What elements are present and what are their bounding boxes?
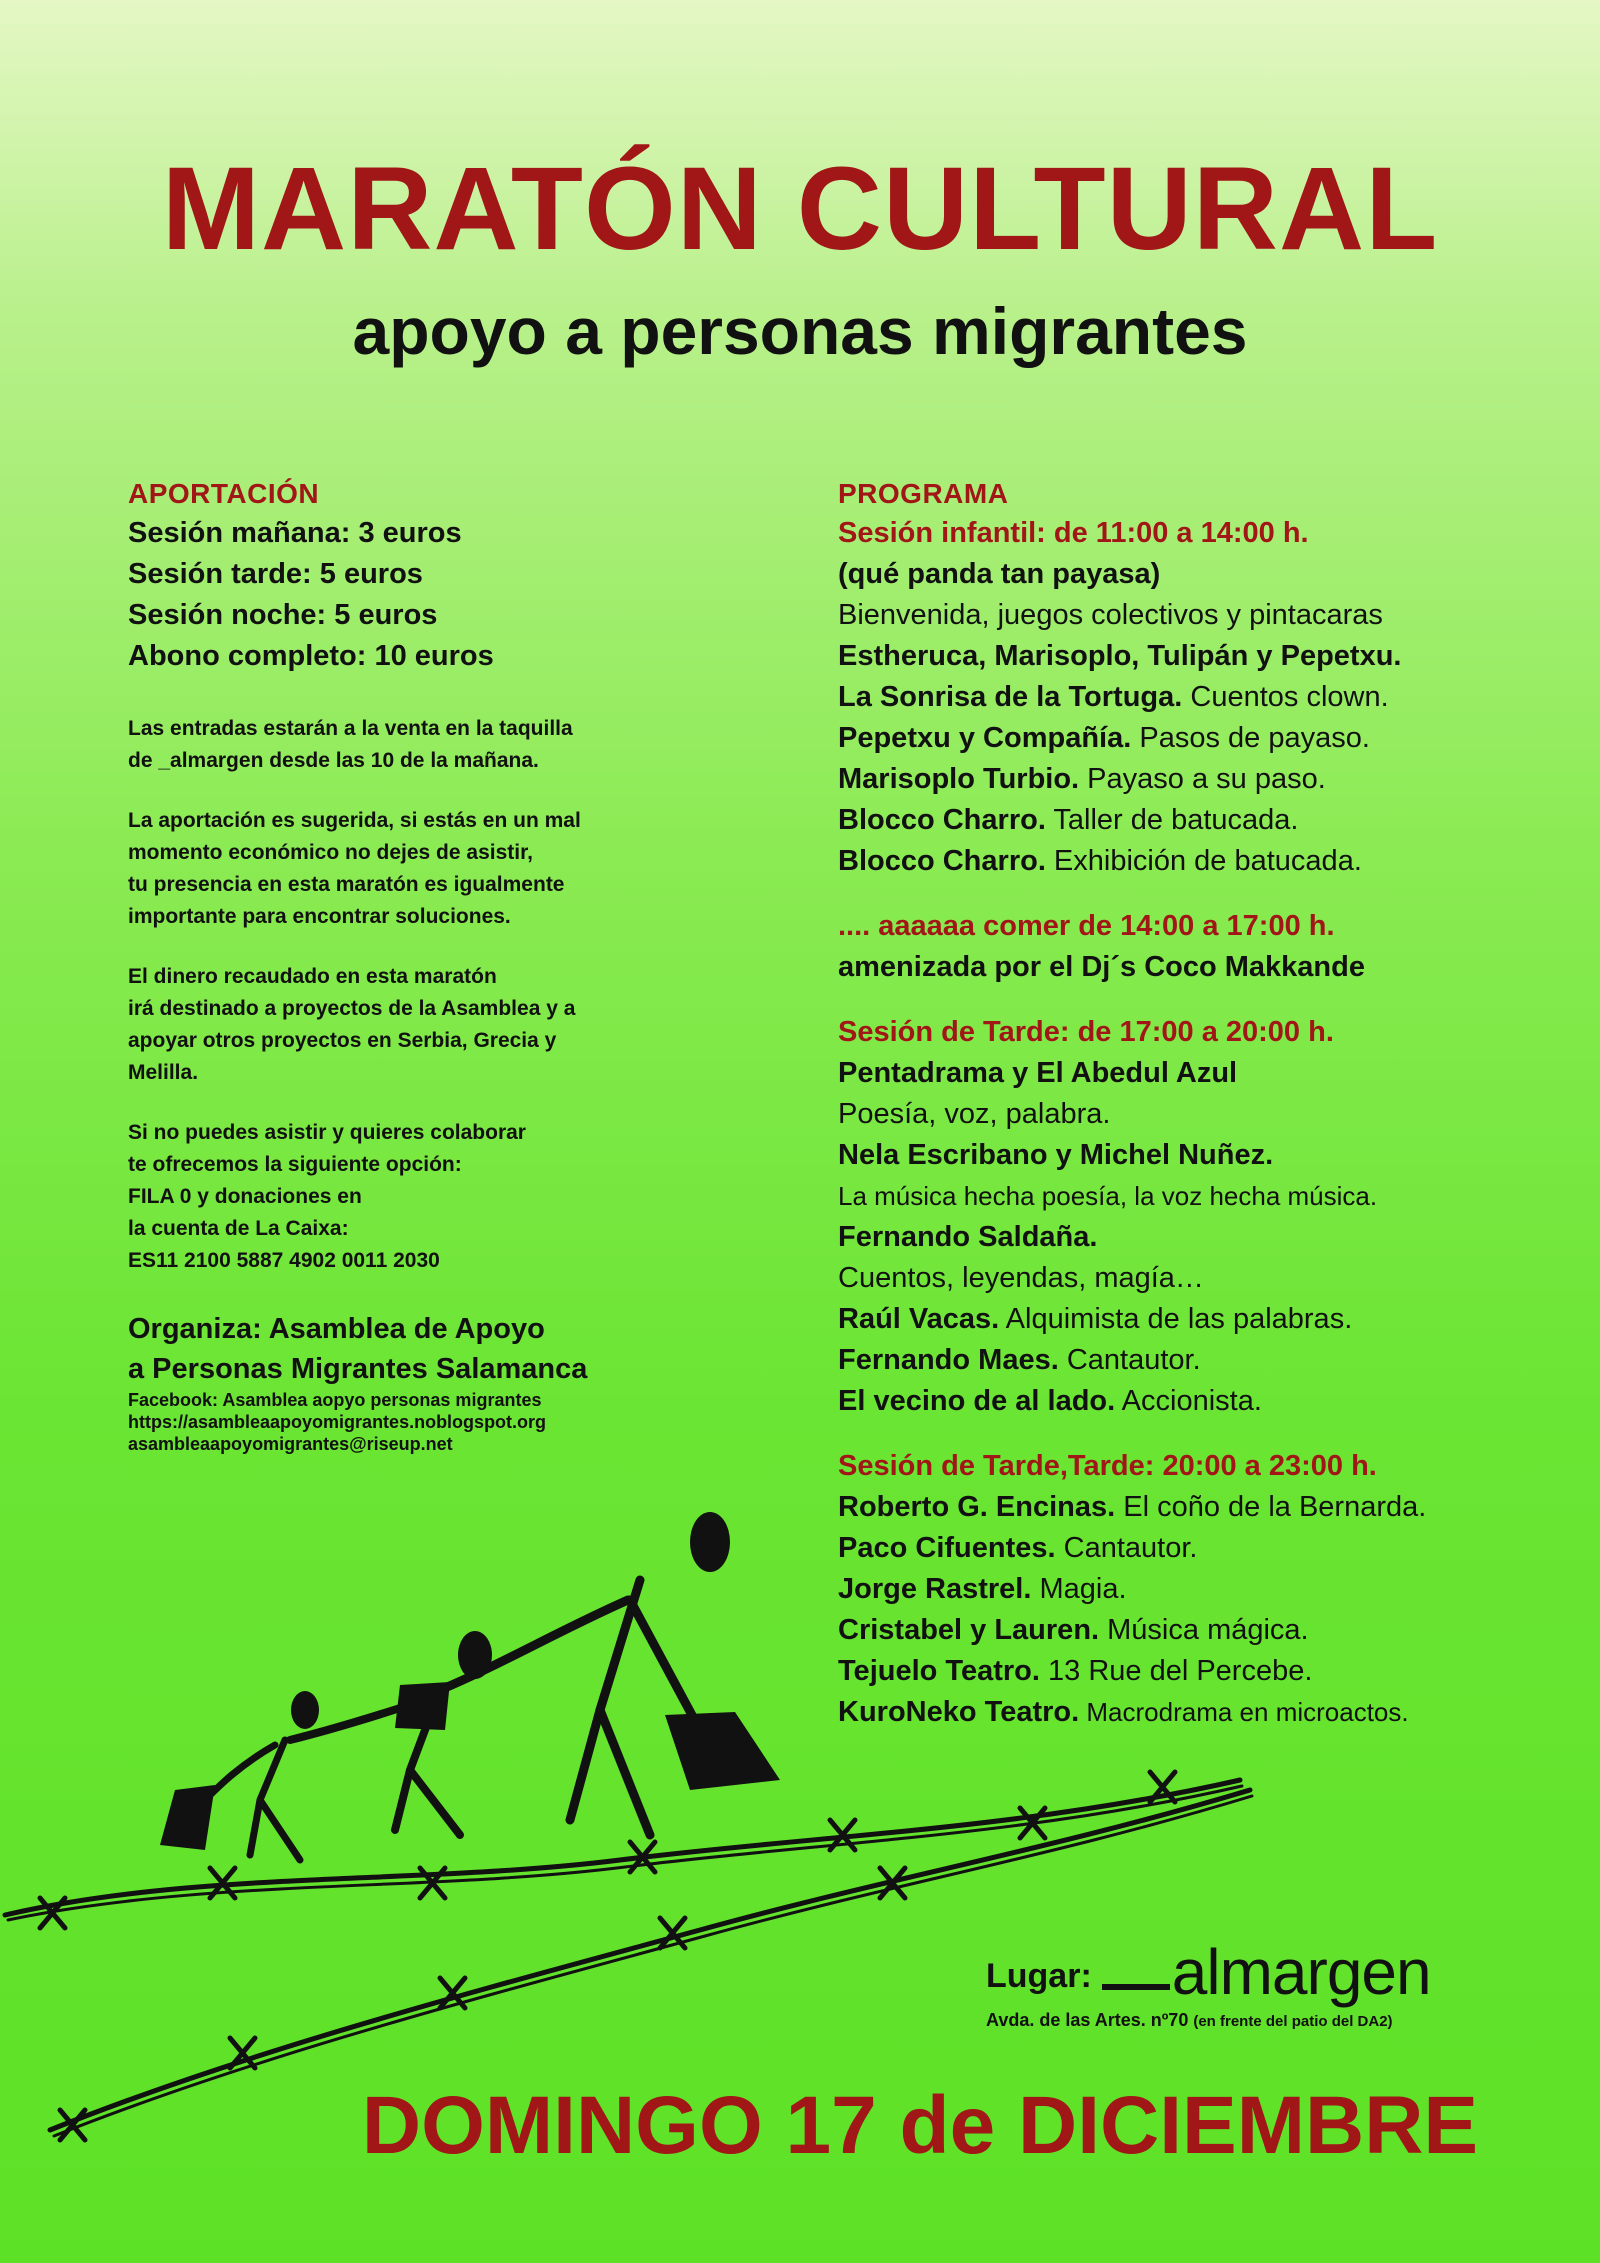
text-line: Las entradas estarán a la venta en la taquilla: [128, 717, 573, 741]
program-act: [838, 677, 1578, 718]
act-name: Pepetxu y Compañía.: [838, 722, 1132, 755]
infantil-intro: Bienvenida, juegos colectivos y pintacaras: [838, 599, 1383, 632]
text-line: FILA 0 y donaciones en: [128, 1185, 362, 1209]
funds-paragraph: [128, 961, 748, 1089]
logo-underscore: [1102, 1984, 1170, 1990]
price-night: Sesión noche: 5 euros: [128, 599, 438, 632]
address-text: Avda. de las Artes. nº70: [986, 2010, 1189, 2030]
act-desc: La música hecha poesía, la voz hecha música.: [838, 1181, 1378, 1212]
act-desc: Macrodrama en microactos.: [1079, 1697, 1409, 1728]
text-line: El dinero recaudado en esta maratón: [128, 965, 497, 989]
organizer-line: Organiza: Asamblea de Apoyo: [128, 1313, 545, 1346]
address-note: (en frente del patio del DA2): [1193, 2013, 1393, 2030]
aportacion-heading: APORTACIÓN: [128, 478, 320, 509]
act-name: KuroNeko Teatro.: [838, 1696, 1080, 1729]
act-name: Paco Cifuentes.: [838, 1532, 1056, 1565]
act-name: Cristabel y Lauren.: [838, 1614, 1100, 1647]
act-desc: Taller de batucada.: [1045, 804, 1299, 837]
left-column: [128, 474, 748, 1455]
adult-figure: [440, 1580, 700, 1835]
act-name: Blocco Charro.: [838, 845, 1046, 878]
venue-row: [986, 1936, 1526, 2008]
price-afternoon: Sesión tarde: 5 euros: [128, 558, 423, 591]
adult-head: [690, 1512, 730, 1572]
text-line: tu presencia en esta maratón es igualmente: [128, 873, 565, 897]
child-figure: [205, 1740, 300, 1860]
act-name: Marisoplo Turbio.: [838, 763, 1080, 796]
text-line: de _almargen desde las 10 de la mañana.: [128, 749, 539, 773]
price-full-pass: Abono completo: 10 euros: [128, 640, 494, 673]
act-desc: Alquimista de las palabras.: [999, 1303, 1353, 1336]
poster-title: MARATÓN CULTURAL: [161, 143, 1439, 275]
bag-icon: [665, 1712, 780, 1790]
text-line: apoyar otros proyectos en Serbia, Grecia y: [128, 1029, 557, 1053]
act-name: Tejuelo Teatro.: [838, 1655, 1040, 1688]
act-name: Roberto G. Encinas.: [838, 1491, 1116, 1524]
email-link[interactable]: asambleaapoyomigrantes@riseup.net: [128, 1434, 453, 1455]
program-act: [838, 1340, 1578, 1381]
venue-address: [986, 2010, 1526, 2031]
infantil-group: (qué panda tan payasa): [838, 558, 1161, 591]
act-name: La Sonrisa de la Tortuga.: [838, 681, 1183, 714]
organizer-line: a Personas Migrantes Salamanca: [128, 1353, 588, 1386]
text-line: importante para encontrar soluciones.: [128, 905, 511, 929]
programa-heading: PROGRAMA: [838, 478, 1009, 509]
bag-icon: [160, 1785, 215, 1850]
child-head: [458, 1631, 492, 1679]
act-desc: Poesía, voz, palabra.: [838, 1098, 1111, 1131]
lunch-dj: amenizada por el Dj´s Coco Makkande: [838, 951, 1365, 984]
act-name: Fernando Saldaña.: [838, 1221, 1098, 1254]
act-desc: Cantautor.: [1055, 1532, 1198, 1565]
text-line: irá destinado a proyectos de la Asamblea y a: [128, 997, 576, 1021]
act-name: El vecino de al lado.: [838, 1385, 1116, 1418]
program-act: [838, 841, 1578, 882]
donate-paragraph: [128, 1117, 748, 1277]
act-name: Fernando Maes.: [838, 1344, 1059, 1377]
text-line: te ofrecemos la siguiente opción:: [128, 1153, 462, 1177]
act-desc: Música mágica.: [1099, 1614, 1309, 1647]
organizer-block: [128, 1309, 748, 1455]
program-act: [838, 718, 1578, 759]
bank-account: ES11 2100 5887 4902 0011 2030: [128, 1249, 440, 1273]
lunch-heading: .... aaaaaa comer de 14:00 a 17:00 h.: [838, 910, 1335, 943]
act-name: Nela Escribano y Michel Nuñez.: [838, 1139, 1274, 1172]
program-act: [838, 1299, 1578, 1340]
text-line: la cuenta de La Caixa:: [128, 1217, 349, 1241]
program-act: [838, 800, 1578, 841]
program-act: [838, 759, 1578, 800]
act-name: Raúl Vacas.: [838, 1303, 1000, 1336]
migrant-family-illustration: [0, 1490, 1300, 2150]
suggested-paragraph: [128, 805, 748, 933]
act-desc: Payaso a su paso.: [1079, 763, 1326, 796]
text-line: La aportación es sugerida, si estás en un mal: [128, 809, 581, 833]
tardetarde-heading: Sesión de Tarde,Tarde: 20:00 a 23:00 h.: [838, 1450, 1377, 1483]
price-list: [128, 513, 748, 677]
venue-label: Lugar:: [986, 1957, 1092, 1995]
event-date: DOMINGO 17 de DICIEMBRE: [361, 2080, 1479, 2171]
act-desc: Cuentos clown.: [1182, 681, 1389, 714]
act-desc: 13 Rue del Percebe.: [1039, 1655, 1313, 1688]
infantil-heading: Sesión infantil: de 11:00 a 14:00 h.: [838, 517, 1309, 550]
act-name: Jorge Rastrel.: [838, 1573, 1032, 1606]
poster-subtitle: apoyo a personas migrantes: [352, 294, 1248, 368]
act-desc: El coño de la Bernarda.: [1115, 1491, 1427, 1524]
text-line: momento económico no dejes de asistir,: [128, 841, 533, 865]
act-desc: Cantautor.: [1058, 1344, 1201, 1377]
facebook-text: Facebook: Asamblea aopyo personas migrantes: [128, 1390, 542, 1411]
act-name: Blocco Charro.: [838, 804, 1046, 837]
child-head: [291, 1691, 319, 1729]
act-desc: Accionista.: [1115, 1385, 1262, 1418]
act-desc: Exhibición de batucada.: [1045, 845, 1362, 878]
backpack-icon: [395, 1682, 450, 1730]
venue-block: [986, 1936, 1526, 2031]
act-name: Pentadrama y El Abedul Azul: [838, 1057, 1238, 1090]
text-line: Si no puedes asistir y quieres colaborar: [128, 1121, 526, 1145]
tarde-heading: Sesión de Tarde: de 17:00 a 20:00 h.: [838, 1016, 1334, 1049]
program-act: [838, 1381, 1578, 1422]
act-desc: Pasos de payaso.: [1131, 722, 1370, 755]
venue-logo: almargen: [1171, 1936, 1431, 2008]
infantil-names: Estheruca, Marisoplo, Tulipán y Pepetxu.: [838, 640, 1402, 673]
tickets-paragraph: [128, 713, 748, 777]
act-desc: Magia.: [1031, 1573, 1127, 1606]
price-morning: Sesión mañana: 3 euros: [128, 517, 462, 550]
text-line: Melilla.: [128, 1061, 199, 1085]
act-desc: Cuentos, leyendas, magía…: [838, 1262, 1204, 1295]
blog-link[interactable]: https://asambleaapoyomigrantes.noblogspot.org: [128, 1412, 547, 1433]
